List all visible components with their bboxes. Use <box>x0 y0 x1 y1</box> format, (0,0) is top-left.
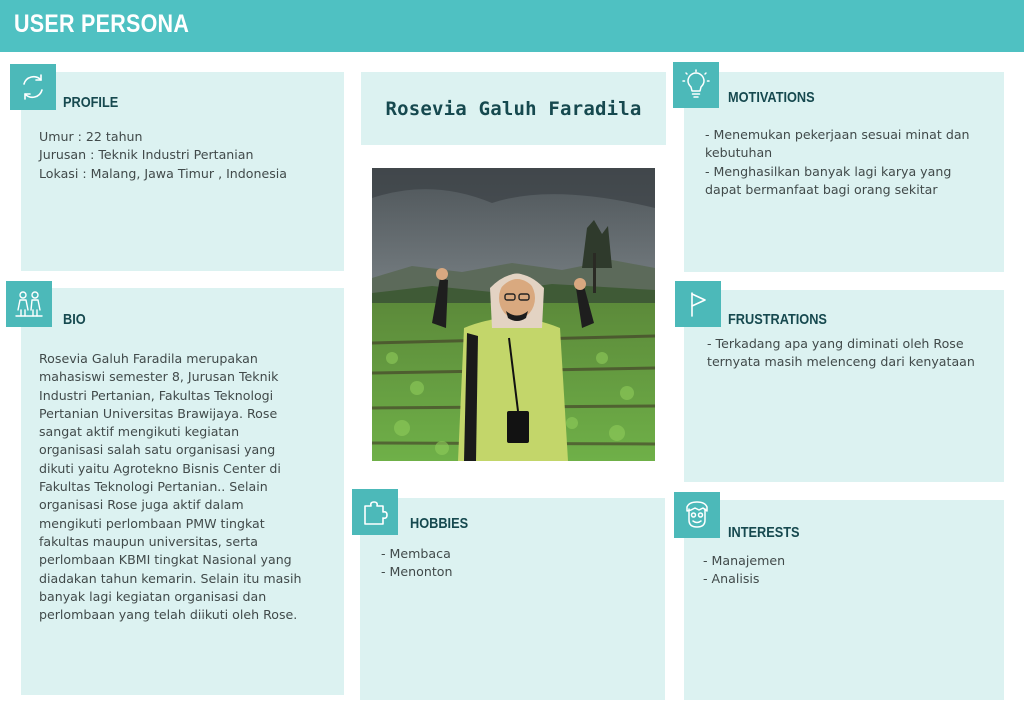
bio-line: perlombaan yang telah diikuti oleh Rose. <box>39 607 298 623</box>
motivations-line: - Menemukan pekerjaan sesuai minat dan <box>705 127 970 142</box>
bio-line: dikuti yaitu Agrotekno Bisnis Center di <box>39 460 281 476</box>
persona-photo <box>372 168 655 461</box>
bio-line: mengikuti perlombaan PMW tingkat <box>39 515 265 531</box>
page-title: USER PERSONA <box>14 10 190 38</box>
bio-line: banyak lagi kegiatan organisasi dan <box>39 588 267 604</box>
motivations-icon-box <box>673 62 719 108</box>
bio-line: sangat aktif mengikuti kegiatan <box>39 424 240 440</box>
bio-line: mahasiswi semester 8, Jurusan Teknik <box>39 369 279 385</box>
interests-item: - Analisis <box>703 571 760 587</box>
people-icon <box>13 288 45 320</box>
interests-icon-box <box>674 492 720 538</box>
bio-text <box>39 350 301 624</box>
hobbies-item: - Menonton <box>381 564 453 580</box>
hobbies-item: - Membaca <box>381 546 451 561</box>
bio-icon-box <box>6 281 52 327</box>
bio-line: organisasi salah satu organisasi yang <box>39 442 276 458</box>
profile-details <box>39 128 287 183</box>
motivations-list <box>705 126 970 199</box>
hobbies-panel <box>360 498 665 700</box>
bio-title: BIO <box>63 311 86 328</box>
face-icon <box>681 499 713 531</box>
header-bar <box>0 0 1024 52</box>
interests-list <box>703 552 785 589</box>
photo-illustration <box>372 168 655 461</box>
flag-icon <box>682 288 714 320</box>
puzzle-icon <box>359 496 391 528</box>
motivations-line: - Menghasilkan banyak lagi karya yang <box>705 163 952 179</box>
motivations-line: kebutuhan <box>705 145 773 161</box>
frustrations-line: - Terkadang apa yang diminati oleh Rose <box>707 336 964 351</box>
bio-line: fakultas maupun universitas, serta <box>39 533 258 549</box>
bio-line: Pertanian Universitas Brawijaya. Rose <box>39 405 278 421</box>
hobbies-title: HOBBIES <box>410 515 469 532</box>
profile-line: Lokasi : Malang, Jawa Timur , Indonesia <box>39 165 287 181</box>
bio-line: Rosevia Galuh Faradila merupakan <box>39 351 258 366</box>
profile-line: Jurusan : Teknik Industri Pertanian <box>39 147 254 163</box>
motivations-title: MOTIVATIONS <box>728 89 815 106</box>
motivations-line: dapat bermanfaat bagi orang sekitar <box>705 181 938 197</box>
bio-line: perlombaan KBMI tingkat Nasional yang <box>39 552 292 568</box>
bio-line: Industri Pertanian, Fakultas Teknologi <box>39 387 274 403</box>
frustrations-icon-box <box>675 281 721 327</box>
bio-line: Fakultas Teknologi Pertanian.. Selain <box>39 479 268 495</box>
persona-name-box <box>361 72 666 145</box>
profile-icon-box <box>10 64 56 110</box>
hobbies-icon-box <box>352 489 398 535</box>
frustrations-list <box>707 335 975 372</box>
frustrations-line: ternyata masih melenceng dari kenyataan <box>707 354 975 370</box>
lightbulb-icon <box>680 69 712 101</box>
refresh-icon <box>17 71 49 103</box>
profile-line: Umur : 22 tahun <box>39 129 143 144</box>
persona-name: Rosevia Galuh Faradila <box>385 97 642 120</box>
interests-title: INTERESTS <box>728 524 800 541</box>
frustrations-title: FRUSTRATIONS <box>728 311 827 328</box>
bio-line: diadakan tahun kemarin. Selain itu masih <box>39 570 302 586</box>
hobbies-list <box>381 545 452 582</box>
bio-line: organisasi Rose juga aktif dalam <box>39 497 244 513</box>
profile-title: PROFILE <box>63 94 119 111</box>
interests-item: - Manajemen <box>703 553 786 568</box>
